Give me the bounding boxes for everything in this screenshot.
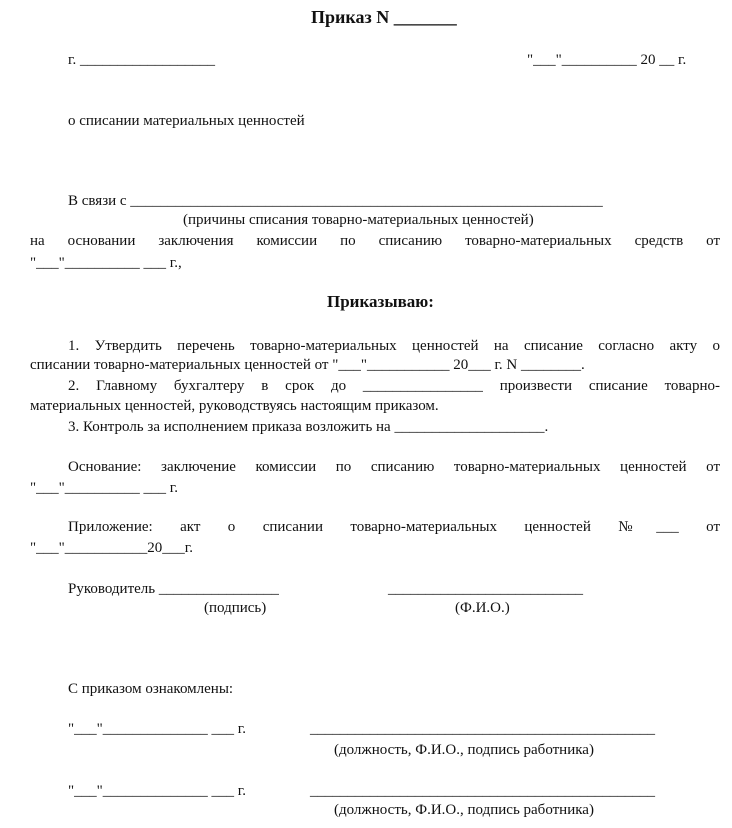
item-1-line2: списании товарно-материальных ценностей от "___"___________ 20___ г. N ________. [30,357,585,373]
acquainted-row-2-date: "___"______________ ___ г. [68,783,246,799]
acquainted-row-2-line: ______________________________________________ [310,783,655,799]
acquainted-row-1-line: ______________________________________________ [310,721,655,737]
basis-line1: Основание: заключение комиссии по списанию товарно-материальных ценностей от [68,459,720,475]
acquainted-row-1-caption: (должность, Ф.И.О., подпись работника) [334,742,594,758]
head-signature-line: Руководитель ________________ [68,581,279,597]
acquainted-row-2-caption: (должность, Ф.И.О., подпись работника) [334,802,594,818]
item-3: 3. Контроль за исполнением приказа возложить на ____________________. [68,419,549,435]
order-subject: о списании материальных ценностей [68,113,305,129]
head-fio-line: __________________________ [388,581,583,597]
date-field: "___"__________ 20 __ г. [527,52,687,68]
reason-line: В связи с _______________________________________________________________ [68,193,603,209]
basis-line2: "___"__________ ___ г. [30,480,178,496]
city-field: г. __________________ [68,52,215,68]
document-title: Приказ N _______ [311,7,457,27]
item-2-line2: материальных ценностей, руководствуясь настоящим приказом. [30,398,439,414]
basis-text-line1: на основании заключения комиссии по списанию товарно-материальных средств от [30,233,720,249]
reason-note: (причины списания товарно-материальных ценностей) [183,212,534,228]
acquainted-heading: С приказом ознакомлены: [68,681,234,697]
fio-caption: (Ф.И.О.) [455,600,510,616]
attachment-line1: Приложение: акт о списании товарно-материальных ценностей №___ от [68,519,720,535]
attachment-line2: "___"___________20___г. [30,540,193,556]
acquainted-row-1-date: "___"______________ ___ г. [68,721,246,737]
item-1-line1: 1. Утвердить перечень товарно-материальных ценностей на списание согласно акту о [68,338,720,354]
basis-text-line2: "___"__________ ___ г., [30,255,182,271]
signature-caption: (подпись) [204,600,267,616]
item-2-line1: 2. Главному бухгалтеру в срок до ________________ произвести списание товарно- [68,378,720,394]
order-heading: Приказываю: [327,292,434,311]
